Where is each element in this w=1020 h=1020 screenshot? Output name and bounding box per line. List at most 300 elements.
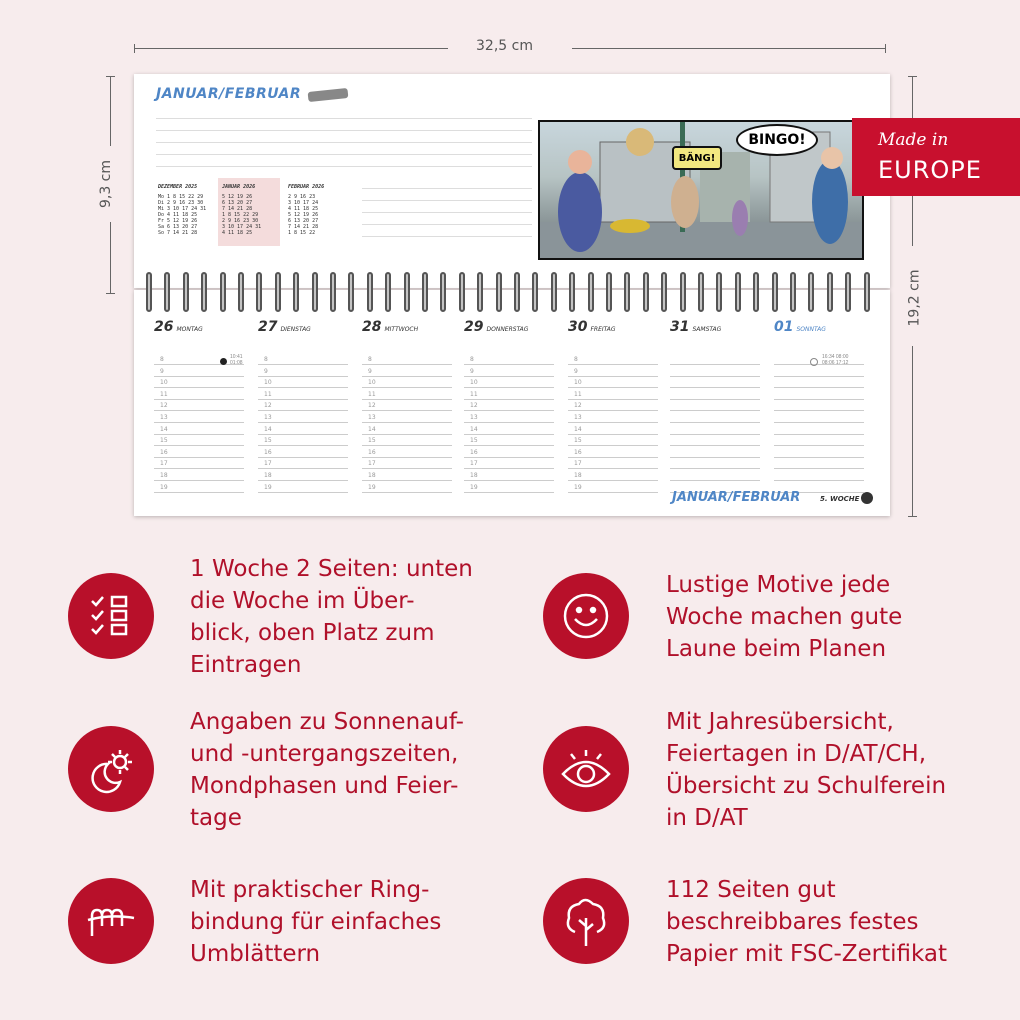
hour-label: 19 — [264, 483, 272, 491]
comic-illustration — [538, 120, 864, 260]
ring-binding — [146, 272, 876, 312]
binding-ring — [146, 272, 152, 312]
hour-line — [670, 376, 760, 377]
mini-calendar-row: Mi 3 10 17 24 31 — [158, 206, 207, 212]
binding-ring — [864, 272, 870, 312]
hour-line — [774, 468, 864, 469]
hour-line — [258, 364, 348, 365]
mini-calendar-row: Di 2 9 16 23 30 — [158, 200, 204, 206]
hour-line — [568, 492, 658, 493]
feature-line: Lustige Motive jede — [666, 572, 891, 598]
hour-line — [362, 445, 452, 446]
hour-label: 16 — [368, 448, 376, 456]
feature-text-6 — [666, 874, 947, 970]
calendar-bottom-page — [134, 290, 890, 516]
tree-icon — [543, 878, 629, 964]
binding-ring — [330, 272, 336, 312]
hour-line — [464, 457, 554, 458]
hour-line — [568, 457, 658, 458]
hour-label: 12 — [264, 402, 272, 410]
binding-ring — [367, 272, 373, 312]
feature-line: 1 Woche 2 Seiten: unten — [190, 556, 473, 582]
hour-label: 14 — [368, 425, 376, 433]
day-number: 26 — [154, 319, 174, 335]
binding-ring — [661, 272, 667, 312]
hour-line — [774, 364, 864, 365]
hour-label: 12 — [574, 402, 582, 410]
sun-icon — [810, 358, 818, 366]
binding-ring — [404, 272, 410, 312]
feature-line: Angaben zu Sonnenauf- — [190, 709, 464, 735]
hour-line — [258, 410, 348, 411]
hour-line — [258, 387, 348, 388]
hour-line — [774, 480, 864, 481]
badge-line-1: Made in — [878, 130, 949, 150]
day-name: MONTAG — [176, 326, 203, 333]
hour-label: 10 — [574, 379, 582, 387]
hour-line — [670, 457, 760, 458]
hour-line — [464, 492, 554, 493]
binding-ring — [183, 272, 189, 312]
hour-line — [464, 410, 554, 411]
binding-ring — [698, 272, 704, 312]
pen-icon — [308, 88, 349, 102]
hour-line — [774, 434, 864, 435]
binding-ring — [551, 272, 557, 312]
feature-line: blick, oben Platz zum — [190, 620, 435, 646]
feature-line: Mondphasen und Feier- — [190, 773, 459, 799]
hour-label: 18 — [368, 472, 376, 479]
day-column — [774, 318, 874, 336]
ring-binding-icon — [68, 878, 154, 964]
hour-label: 8 — [368, 356, 372, 363]
hour-label: 12 — [368, 402, 376, 410]
binding-ring — [569, 272, 575, 312]
hour-label: 9 — [264, 367, 268, 375]
hour-line — [568, 445, 658, 446]
hour-line — [568, 376, 658, 377]
feature-line: Mit praktischer Ring- — [190, 877, 430, 903]
binding-ring — [514, 272, 520, 312]
binding-ring — [256, 272, 262, 312]
hour-label: 17 — [264, 460, 272, 468]
smiley-icon — [543, 573, 629, 659]
sun-times: 16:34 08:00 08:06 17:12 — [822, 354, 849, 366]
hour-line — [464, 480, 554, 481]
hour-label: 13 — [470, 414, 478, 421]
hour-label: 13 — [368, 414, 376, 421]
hour-label: 17 — [574, 460, 582, 468]
width-dimension-line — [134, 48, 448, 49]
feature-line: Papier mit FSC-Zertifikat — [666, 941, 948, 967]
binding-ring — [827, 272, 833, 312]
binding-ring — [716, 272, 722, 312]
dimension-tick — [106, 76, 115, 77]
note-line — [362, 212, 532, 213]
hour-line — [670, 410, 760, 411]
hour-line — [568, 364, 658, 365]
feature-line: bindung für einfaches — [190, 909, 442, 935]
hour-line — [154, 468, 244, 469]
hour-line — [568, 480, 658, 481]
hour-label: 17 — [470, 460, 478, 468]
hour-label: 18 — [470, 472, 478, 479]
day-name: SONNTAG — [796, 326, 826, 333]
mini-calendar-row: 2 9 16 23 — [288, 194, 316, 200]
feature-text-2 — [666, 569, 902, 665]
feature-line: Eintragen — [190, 652, 302, 678]
hour-label: 14 — [264, 425, 272, 433]
dimension-tick — [106, 293, 115, 294]
note-line — [156, 142, 532, 143]
hour-line — [774, 376, 864, 377]
hour-label: 15 — [160, 437, 168, 445]
binding-ring — [845, 272, 851, 312]
hour-line — [774, 387, 864, 388]
moon-times: 10:41 01:08 — [230, 354, 243, 366]
hour-line — [362, 480, 452, 481]
height-total-dimension-line — [912, 346, 913, 516]
hour-line — [568, 399, 658, 400]
hour-line — [362, 410, 452, 411]
hour-label: 11 — [368, 390, 376, 398]
eye-icon — [543, 726, 629, 812]
hour-line — [362, 387, 452, 388]
dimension-tick — [908, 76, 917, 77]
hour-line — [464, 399, 554, 400]
binding-ring — [312, 272, 318, 312]
day-name: DONNERSTAG — [486, 326, 529, 333]
hour-label: 17 — [368, 460, 376, 468]
hour-line — [258, 399, 348, 400]
mini-calendar-december — [158, 184, 218, 236]
hour-label: 8 — [470, 356, 474, 363]
width-dimension-line — [572, 48, 886, 49]
day-column — [154, 318, 254, 336]
hour-label: 15 — [470, 437, 478, 445]
feature-line: Feiertagen in D/AT/CH, — [666, 741, 927, 767]
height-top-label: 9,3 cm — [98, 159, 115, 209]
hour-line — [258, 457, 348, 458]
feature-line: 112 Seiten gut — [666, 877, 836, 903]
hour-label: 10 — [470, 379, 478, 387]
binding-ring — [790, 272, 796, 312]
hour-label: 11 — [160, 390, 168, 398]
hour-line — [258, 492, 348, 493]
note-line — [156, 118, 532, 119]
dimension-tick — [134, 44, 135, 53]
hour-label: 19 — [574, 483, 582, 491]
binding-ring — [643, 272, 649, 312]
mini-calendar-row: Mo 1 8 15 22 29 — [158, 194, 204, 200]
made-in-europe-badge — [852, 118, 1020, 196]
day-number: 29 — [464, 319, 484, 335]
hour-line — [464, 387, 554, 388]
mini-calendar-row: 5 12 19 26 — [288, 212, 319, 218]
note-line — [362, 224, 532, 225]
hour-label: 8 — [264, 356, 268, 363]
moon-sun-icon — [68, 726, 154, 812]
mini-calendar-title: DEZEMBER 2025 — [158, 184, 198, 190]
day-name: SAMSTAG — [692, 326, 722, 333]
hour-line — [362, 468, 452, 469]
hour-line — [774, 445, 864, 446]
hour-line — [670, 445, 760, 446]
hour-label: 14 — [574, 425, 582, 433]
hour-line — [774, 422, 864, 423]
top-month-title: JANUAR/FEBRUAR — [156, 86, 302, 102]
width-label: 32,5 cm — [476, 38, 533, 54]
mini-calendar-row: 3 10 17 24 31 — [222, 224, 262, 230]
hour-line — [670, 480, 760, 481]
hour-label: 11 — [574, 390, 582, 398]
hour-label: 16 — [160, 448, 168, 456]
hour-label: 9 — [368, 367, 372, 375]
moon-icon — [220, 358, 227, 365]
mini-calendar-row: 3 10 17 24 — [288, 200, 319, 206]
hour-line — [258, 445, 348, 446]
hour-label: 15 — [574, 437, 582, 445]
binding-ring — [680, 272, 686, 312]
checklist-icon — [68, 573, 154, 659]
hour-line — [154, 434, 244, 435]
binding-ring — [496, 272, 502, 312]
dimension-tick — [885, 44, 886, 53]
mini-calendar-row: 2 9 16 23 30 — [222, 218, 259, 224]
hour-line — [258, 376, 348, 377]
hour-line — [258, 434, 348, 435]
binding-ring — [275, 272, 281, 312]
binding-ring — [201, 272, 207, 312]
hour-line — [670, 364, 760, 365]
hour-line — [154, 399, 244, 400]
hour-label: 14 — [160, 425, 168, 433]
feature-line: beschreibbares festes — [666, 909, 919, 935]
note-line — [156, 166, 532, 167]
hour-line — [362, 434, 452, 435]
hour-line — [464, 422, 554, 423]
hour-line — [362, 457, 452, 458]
mini-calendar-row: Do 4 11 18 25 — [158, 212, 198, 218]
hour-label: 9 — [470, 367, 474, 375]
feature-text-1 — [190, 553, 473, 681]
day-column — [670, 318, 770, 336]
hour-label: 13 — [574, 414, 582, 421]
hour-line — [362, 364, 452, 365]
note-line — [156, 130, 532, 131]
hour-label: 11 — [470, 390, 478, 398]
binding-ring — [753, 272, 759, 312]
hour-label: 18 — [574, 472, 582, 479]
bottom-month-title: JANUAR/FEBRUAR — [672, 490, 801, 505]
height-top-dimension-line — [110, 222, 111, 294]
week-number: 5. WOCHE — [820, 495, 860, 503]
hour-line — [258, 468, 348, 469]
height-total-label: 19,2 cm — [906, 269, 923, 327]
day-column — [464, 318, 564, 336]
day-number: 01 — [774, 319, 794, 335]
hour-line — [670, 399, 760, 400]
day-number: 30 — [568, 319, 588, 335]
hour-line — [774, 399, 864, 400]
feature-text-5 — [190, 874, 441, 970]
mini-calendar-january — [222, 184, 282, 236]
mini-calendar-row: 1 8 15 22 — [288, 230, 316, 236]
hour-line — [154, 422, 244, 423]
hour-line — [154, 445, 244, 446]
mini-calendar-title: JANUAR 2026 — [222, 184, 256, 190]
hour-label: 18 — [160, 472, 168, 479]
logo-icon — [861, 492, 873, 504]
feature-line: Woche machen gute — [666, 604, 903, 630]
binding-ring — [477, 272, 483, 312]
hour-label: 13 — [160, 414, 168, 421]
feature-line: Laune beim Planen — [666, 636, 887, 662]
mini-calendar-row: 7 14 21 28 — [288, 224, 319, 230]
hour-line — [464, 468, 554, 469]
binding-ring — [385, 272, 391, 312]
hour-line — [464, 364, 554, 365]
hour-line — [670, 422, 760, 423]
binding-ring — [735, 272, 741, 312]
hour-line — [154, 457, 244, 458]
hour-label: 18 — [264, 472, 272, 479]
hour-line — [774, 457, 864, 458]
hour-line — [362, 422, 452, 423]
binding-ring — [422, 272, 428, 312]
mini-calendar-row: 4 11 18 25 — [288, 206, 319, 212]
mini-calendar-row: Sa 6 13 20 27 — [158, 224, 198, 230]
mini-calendar-row: 7 14 21 28 — [222, 206, 253, 212]
hour-label: 10 — [160, 379, 168, 387]
day-name: MITTWOCH — [384, 326, 419, 333]
hour-label: 17 — [160, 460, 168, 468]
note-line — [156, 154, 532, 155]
binding-ring — [772, 272, 778, 312]
hour-line — [258, 480, 348, 481]
mini-calendar-row: 6 13 20 27 — [288, 218, 319, 224]
binding-ring — [808, 272, 814, 312]
binding-ring — [220, 272, 226, 312]
feature-text-3 — [190, 706, 464, 834]
hour-line — [670, 468, 760, 469]
day-number: 28 — [362, 319, 382, 335]
binding-ring — [624, 272, 630, 312]
binding-ring — [532, 272, 538, 312]
feature-line: Mit Jahresübersicht, — [666, 709, 894, 735]
feature-line: tage — [190, 805, 242, 831]
note-line — [362, 200, 532, 201]
feature-line: in D/AT — [666, 805, 748, 831]
hour-label: 10 — [264, 379, 272, 387]
mini-calendar-row: 1 8 15 22 29 — [222, 212, 259, 218]
dimension-tick — [908, 516, 917, 517]
hour-label: 8 — [160, 356, 164, 363]
day-column — [568, 318, 668, 336]
hour-line — [568, 387, 658, 388]
height-top-dimension-line — [110, 76, 111, 146]
feature-line: Übersicht zu Schulferein — [666, 773, 947, 799]
calendar-top-page — [134, 74, 890, 288]
mini-calendar-row: 5 12 19 26 — [222, 194, 253, 200]
mini-calendar-row: 6 13 20 27 — [222, 200, 253, 206]
hour-line — [670, 387, 760, 388]
hour-label: 13 — [264, 414, 272, 421]
hour-label: 10 — [368, 379, 376, 387]
hour-line — [774, 410, 864, 411]
note-line — [362, 236, 532, 237]
hour-label: 8 — [574, 356, 578, 363]
hour-line — [154, 480, 244, 481]
day-name: FREITAG — [590, 326, 616, 333]
feature-text-4 — [666, 706, 946, 834]
hour-line — [464, 434, 554, 435]
hour-line — [154, 492, 244, 493]
hour-label: 15 — [264, 437, 272, 445]
hour-line — [154, 410, 244, 411]
binding-ring — [164, 272, 170, 312]
hour-line — [568, 422, 658, 423]
feature-line: und -untergangszeiten, — [190, 741, 459, 767]
mini-calendar-row: 4 11 18 25 — [222, 230, 253, 236]
hour-label: 16 — [470, 448, 478, 456]
hour-label: 19 — [470, 483, 478, 491]
hour-label: 16 — [574, 448, 582, 456]
hour-line — [154, 376, 244, 377]
binding-ring — [588, 272, 594, 312]
badge-line-2: EUROPE — [878, 156, 982, 184]
feature-line: die Woche im Über- — [190, 588, 415, 614]
hour-line — [362, 399, 452, 400]
hour-label: 12 — [160, 402, 168, 410]
hour-line — [568, 434, 658, 435]
binding-ring — [459, 272, 465, 312]
hour-line — [362, 376, 452, 377]
hour-label: 15 — [368, 437, 376, 445]
day-column — [362, 318, 462, 336]
speech-bubble: BINGO! — [736, 124, 818, 156]
hour-line — [568, 410, 658, 411]
hour-label: 14 — [470, 425, 478, 433]
mini-calendar-row: So 7 14 21 28 — [158, 230, 198, 236]
note-line — [362, 188, 532, 189]
hour-label: 9 — [160, 367, 164, 375]
binding-ring — [348, 272, 354, 312]
binding-ring — [440, 272, 446, 312]
hour-label: 16 — [264, 448, 272, 456]
hour-line — [154, 387, 244, 388]
hour-label: 12 — [470, 402, 478, 410]
binding-ring — [293, 272, 299, 312]
binding-ring — [238, 272, 244, 312]
day-number: 27 — [258, 319, 278, 335]
sound-effect: BÄNG! — [672, 146, 722, 170]
hour-line — [568, 468, 658, 469]
mini-calendar-row: Fr 5 12 19 26 — [158, 218, 198, 224]
hour-line — [258, 422, 348, 423]
mini-calendar-february — [288, 184, 348, 236]
hour-line — [464, 445, 554, 446]
day-number: 31 — [670, 319, 690, 335]
day-name: DIENSTAG — [280, 326, 311, 333]
hour-line — [464, 376, 554, 377]
mini-calendar-title: FEBRUAR 2026 — [288, 184, 325, 190]
hour-line — [670, 434, 760, 435]
day-column — [258, 318, 358, 336]
hour-label: 11 — [264, 390, 272, 398]
feature-line: Umblättern — [190, 941, 321, 967]
hour-label: 9 — [574, 367, 578, 375]
